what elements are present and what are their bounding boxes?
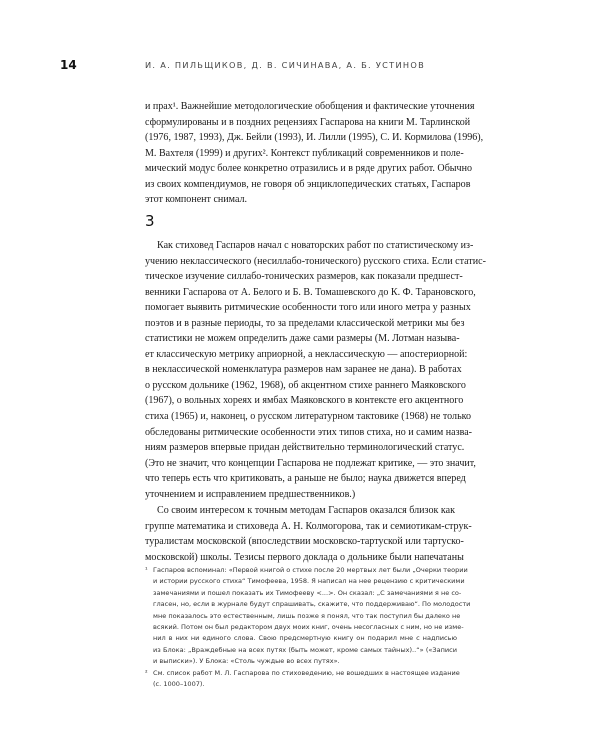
text-line: о русском дольнике (1962, 1968), об акцентном стихе раннего Маяковского <box>145 379 466 391</box>
text-line: помогает выявить ритмические особенности того или иного метра у разных <box>145 302 471 314</box>
footnote-mark: ¹ <box>145 566 148 574</box>
text-line: сформулированы и в поздних рецензиях Гаспарова на книги М. Тарлинской <box>145 116 471 128</box>
footnote-text: Гаспаров вспоминал: «Первой книгой о стихе после 20 мертвых лет были „Очерки теории <box>153 566 468 574</box>
text-line: из своих компендиумов, не говоря об энциклопедических статьях, Гаспаров <box>145 178 471 190</box>
text-line: и прах¹. Важнейшие методологические обобщения и фактические уточнения <box>145 101 475 112</box>
footnotes <box>145 565 471 690</box>
text-line: Как стиховед Гаспаров начал с новаторских работ по статистическому из- <box>157 240 474 251</box>
text-line: московской) школы. Тезисы первого доклада о дольнике были напечатаны <box>145 551 464 563</box>
footnote-line: мне показалось это естественным, лишь позже я понял, что так поступил бы далеко не <box>153 611 461 620</box>
footnote-line: и выписки»). У Блока: «Столь чуждые во всех путях». <box>153 657 340 666</box>
text-line: что теперь есть что критиковать, а раньше не было; наука движется вперед <box>145 473 466 485</box>
footnote-line: замечаниями и пошел показать их Тимофееву <...>. Он сказал: „С замечаниями я не со- <box>153 588 462 597</box>
text-line: учению некласcического (несиллабо-тонического) русского стиха. Если статис- <box>145 255 486 267</box>
text-line: группе математика и стиховеда А. Н. Колмогорова, так и семиотикам-струк- <box>145 520 472 532</box>
text-line: мический модус более конкретно отразились и в ряде других работ. Обычно <box>145 163 473 175</box>
text-line: этот компонент снимал. <box>145 194 248 206</box>
page-number: 14 <box>60 58 77 72</box>
text-line: (1967), о вольных хореях и ямбах Маяковского в контексте его акцентного <box>145 395 464 407</box>
paragraph-last <box>145 503 472 565</box>
text-line: ниям размеров впервые придан действительно терминологический статус. <box>145 442 465 454</box>
text-line: в неклассической номенклатура размеров нам заранее не дана). В работах <box>145 364 462 376</box>
footnote-2 <box>145 668 460 691</box>
text-line: обследованы ритмические особенности этих типов стиха, но и самим назва- <box>145 426 473 438</box>
footnote-line: гласен, но, если в журнале будут спрашивать, скажите, что поддерживаю“. По молодости <box>153 600 471 609</box>
footnote-line: нил в них ни единого слова. Свою предсмертную книгу он подарил мне с надписью <box>153 634 457 643</box>
text-line: Со своим интересом к точным методам Гаспаров оказался близок как <box>157 505 455 516</box>
text-line: статистики не можем определить даже сами размеры (М. Лотман называ- <box>145 333 460 345</box>
footnote-line <box>145 668 460 679</box>
text-line: туралистам московской (впоследствии московско-тартуской или тартуско- <box>145 536 464 548</box>
text-line: ет классическую метрику априорной, а неклассическую — апостериорной: <box>145 348 468 360</box>
footnote-1 <box>145 565 471 668</box>
text-line: поэтов и в разные периоды, то за пределами классической метрики мы без <box>145 317 465 329</box>
text-line: (Это не значит, что концепции Гаспарова не подлежат критике, — это значит, <box>145 457 476 469</box>
footnote-line <box>145 565 468 576</box>
text-line: стиха (1965) и, наконец, о русском литературном тактовике (1968) не только <box>145 411 472 423</box>
text-line: М. Вахтеля (1999) и других². Контекст публикаций современников и поле- <box>145 147 464 159</box>
footnote-line: (с. 1000–1007). <box>153 680 205 689</box>
footnote-text: См. список работ М. Л. Гаспарова по стиховедению, не вошедших в настоящее издание <box>153 668 460 677</box>
section-number: 3 <box>145 212 155 230</box>
text-line: тическое изучение силлабо-тонических размеров, как показали предшест- <box>145 271 463 283</box>
footnote-line: всякий. Потом он был редактором двух моих книг, очень несогласных с ним, но не изме- <box>153 623 464 632</box>
footnote-mark: ² <box>145 668 148 677</box>
paragraph-top <box>145 99 484 208</box>
running-head: И. А. ПИЛЬЩИКОВ, Д. В. СИЧИНАВА, А. Б. УСТИНОВ <box>145 60 426 70</box>
text-line: (1976, 1987, 1993), Дж. Бейли (1993), И. Лилли (1995), С. И. Кормилова (1996), <box>145 132 484 144</box>
text-line: уточнением и исправлением предшественников.) <box>145 488 356 500</box>
footnote-line: и истории русского стиха“ Тимофеева, 1958. Я написал на нее рецензию с критическими <box>153 577 465 586</box>
footnote-line: из Блока: „Враждебные на всех путях (быть может, кроме самых тайных)..“» («Записи <box>153 645 457 654</box>
paragraph-main <box>145 238 486 502</box>
text-line: венники Гаспарова от А. Белого и Б. В. Томашевского до К. Ф. Тарановского, <box>145 286 476 298</box>
